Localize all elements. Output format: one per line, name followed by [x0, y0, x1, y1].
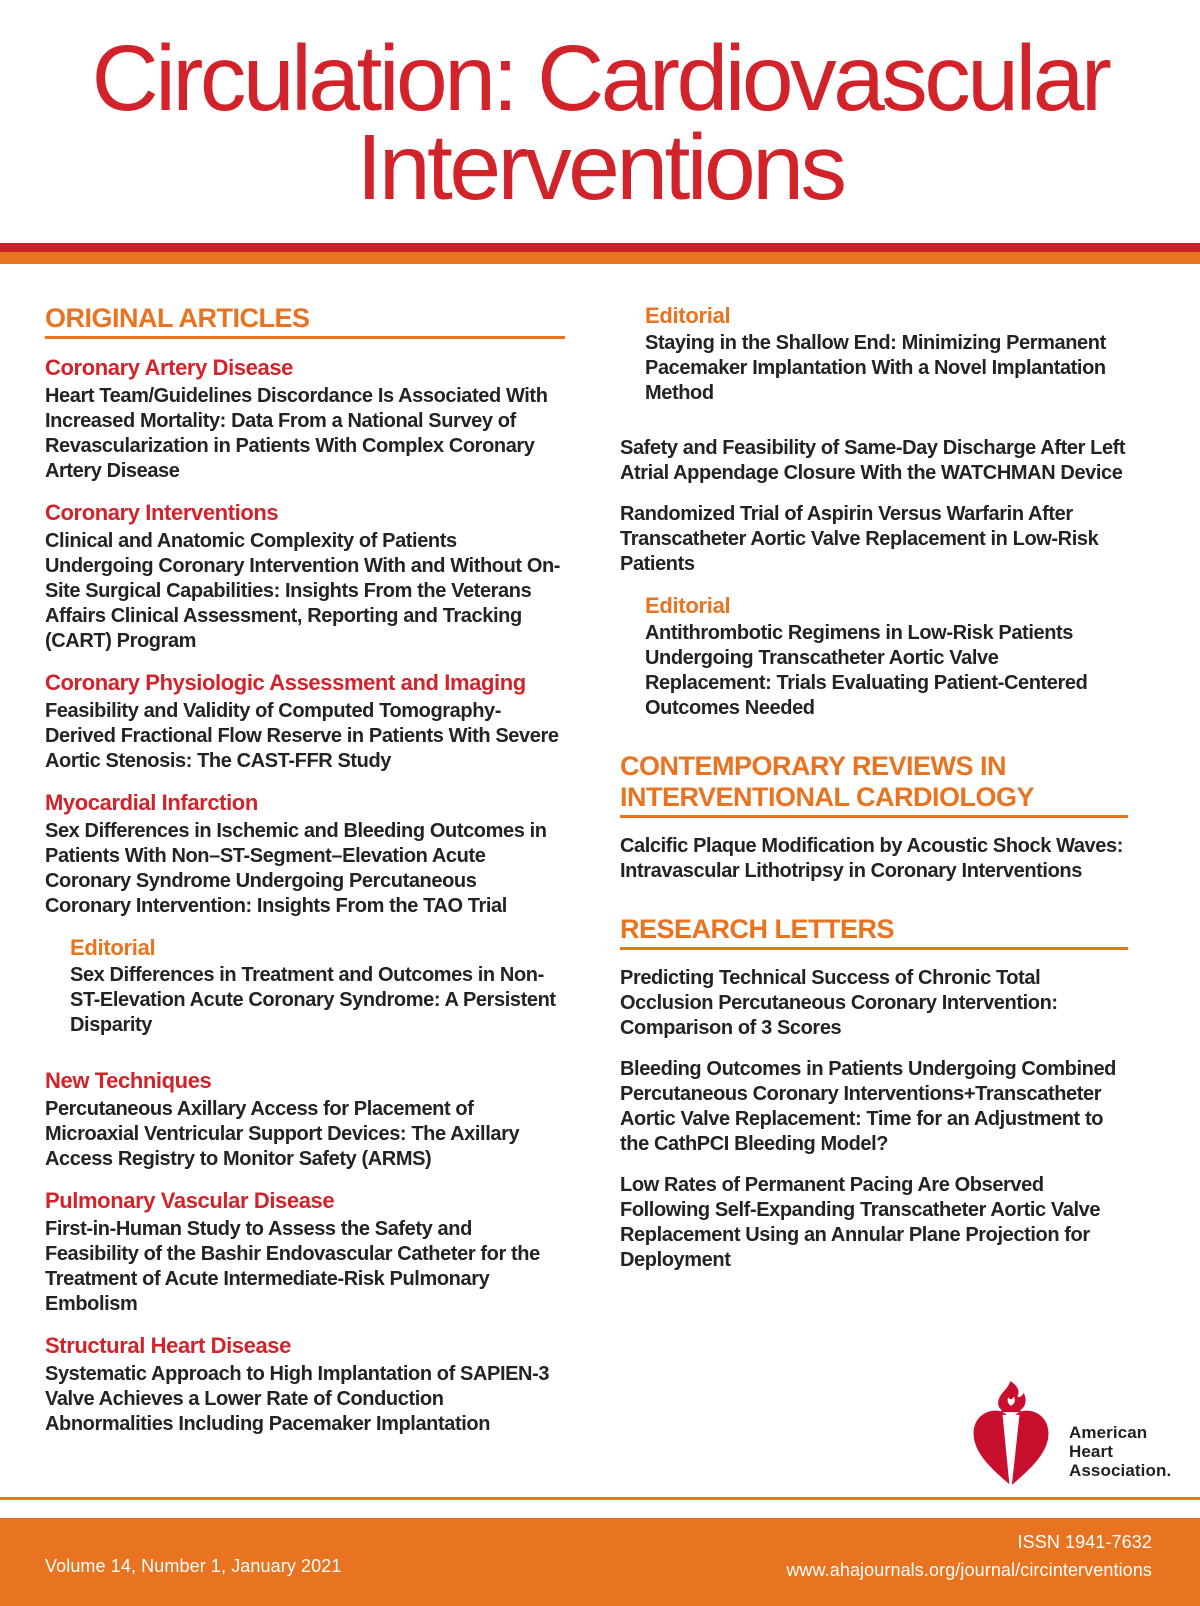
aha-wordmark-line1: American	[1069, 1422, 1148, 1442]
table-of-contents	[45, 303, 1128, 1453]
aha-logo	[965, 1381, 1171, 1487]
article-item	[45, 1188, 565, 1317]
section-heading: RESEARCH LETTERS	[620, 914, 1128, 950]
article-item	[620, 966, 1128, 1041]
article-title: First-in-Human Study to Assess the Safety and Feasibility of the Bashir Endovascular Catheter for the Treatment of Acute Intermediate-Risk Pulmonary Embolism	[45, 1218, 540, 1315]
article-category: Structural Heart Disease	[45, 1333, 291, 1358]
article-title: Low Rates of Permanent Pacing Are Observed Following Self-Expanding Transcatheter Aortic Valve Replacement Using an Annular Plane Projection for Deployment	[620, 1174, 1101, 1271]
article-item	[45, 790, 565, 919]
editorial-item	[645, 593, 1128, 721]
editorial-item	[645, 303, 1128, 406]
toc-left-column	[45, 303, 565, 1453]
footer-issn: ISSN 1941-7632	[1017, 1532, 1152, 1552]
orange-divider-bar	[0, 252, 1200, 264]
aha-heart-torch-logo-icon	[965, 1381, 1057, 1487]
article-item	[45, 670, 565, 774]
article-title: Systematic Approach to High Implantation of SAPIEN-3 Valve Achieves a Lower Rate of Conduction Abnormalities Including Pacemaker Implantation	[45, 1363, 550, 1435]
red-divider-bar	[0, 243, 1200, 252]
article-title: Safety and Feasibility of Same-Day Discharge After Left Atrial Appendage Closure With the WATCHMAN Device	[620, 437, 1126, 484]
article-category: Myocardial Infarction	[45, 790, 258, 815]
article-category: Pulmonary Vascular Disease	[45, 1188, 335, 1213]
editorial-item	[70, 935, 565, 1038]
article-category: New Techniques	[45, 1068, 212, 1093]
footer-volume-info: Volume 14, Number 1, January 2021	[45, 1556, 342, 1576]
journal-title-line2: Interventions	[356, 115, 844, 219]
section-heading-original-articles: ORIGINAL ARTICLES	[45, 303, 565, 339]
section-heading: CONTEMPORARY REVIEWS IN INTERVENTIONAL CARDIOLOGY	[620, 751, 1128, 818]
article-title: Clinical and Anatomic Complexity of Patients Undergoing Coronary Intervention With and Without On-Site Surgical Capabilities: Insights From the Veterans Affairs Clinical Assessment, Reporting and Tracking (CART) Program	[45, 530, 561, 652]
editorial-label: Editorial	[645, 303, 731, 328]
editorial-title: Staying in the Shallow End: Minimizing Permanent Pacemaker Implantation With a Novel Implantation Method	[645, 332, 1106, 404]
footer-orange-rule	[0, 1497, 1200, 1500]
editorial-title: Sex Differences in Treatment and Outcomes in Non-ST-Elevation Acute Coronary Syndrome: A Persistent Disparity	[70, 964, 556, 1036]
editorial-label: Editorial	[645, 593, 731, 618]
journal-masthead	[0, 26, 1200, 219]
article-item	[45, 355, 565, 484]
aha-wordmark-line2: Heart	[1069, 1441, 1113, 1461]
journal-title-line1: Circulation: Cardiovascular	[91, 26, 1109, 130]
article-item	[620, 834, 1128, 884]
toc-right-column	[620, 303, 1128, 1453]
article-item	[45, 1333, 565, 1437]
footer-issn-url-block	[786, 1528, 1152, 1584]
editorial-title: Antithrombotic Regimens in Low-Risk Patients Undergoing Transcatheter Aortic Valve Replacement: Trials Evaluating Patient-Centered Outcomes Needed	[645, 622, 1088, 719]
article-title: Heart Team/Guidelines Discordance Is Associated With Increased Mortality: Data From a National Survey of Revascularization in Patients With Complex Coronary Artery Disease	[45, 385, 548, 482]
article-title: Calcific Plaque Modification by Acoustic Shock Waves: Intravascular Lithotripsy in Coronary Interventions	[620, 835, 1123, 882]
aha-wordmark-line3: Association.	[1069, 1460, 1172, 1480]
article-item	[620, 436, 1128, 486]
article-title: Feasibility and Validity of Computed Tomography-Derived Fractional Flow Reserve in Patients With Severe Aortic Stenosis: The CAST-FFR Study	[45, 700, 559, 772]
article-title: Sex Differences in Ischemic and Bleeding Outcomes in Patients With Non–ST-Segment–Elevation Acute Coronary Syndrome Undergoing Percutaneous Coronary Intervention: Insights From the TAO Trial	[45, 820, 547, 917]
editorial-label: Editorial	[70, 935, 156, 960]
article-title: Predicting Technical Success of Chronic Total Occlusion Percutaneous Coronary Intervention: Comparison of 3 Scores	[620, 967, 1058, 1039]
article-category: Coronary Artery Disease	[45, 355, 293, 380]
footer-url: www.ahajournals.org/journal/circinterventions	[786, 1560, 1152, 1580]
article-item	[620, 1173, 1128, 1273]
article-title: Bleeding Outcomes in Patients Undergoing Combined Percutaneous Coronary Interventions+Transcatheter Aortic Valve Replacement: Time for an Adjustment to the CathPCI Bleeding Model?	[620, 1058, 1116, 1155]
toc-left-items	[45, 355, 565, 1437]
article-title: Percutaneous Axillary Access for Placement of Microaxial Ventricular Support Devices: The Axillary Access Registry to Monitor Safety (ARMS)	[45, 1098, 520, 1170]
article-item	[620, 1057, 1128, 1157]
article-item	[45, 500, 565, 654]
aha-logo-wordmark	[1069, 1389, 1171, 1480]
article-category: Coronary Physiologic Assessment and Imaging	[45, 670, 526, 695]
article-item	[45, 1068, 565, 1172]
article-category: Coronary Interventions	[45, 500, 279, 525]
article-title: Randomized Trial of Aspirin Versus Warfarin After Transcatheter Aortic Valve Replacement in Low-Risk Patients	[620, 503, 1099, 575]
article-item	[620, 502, 1128, 577]
footer-bar	[0, 1518, 1200, 1606]
